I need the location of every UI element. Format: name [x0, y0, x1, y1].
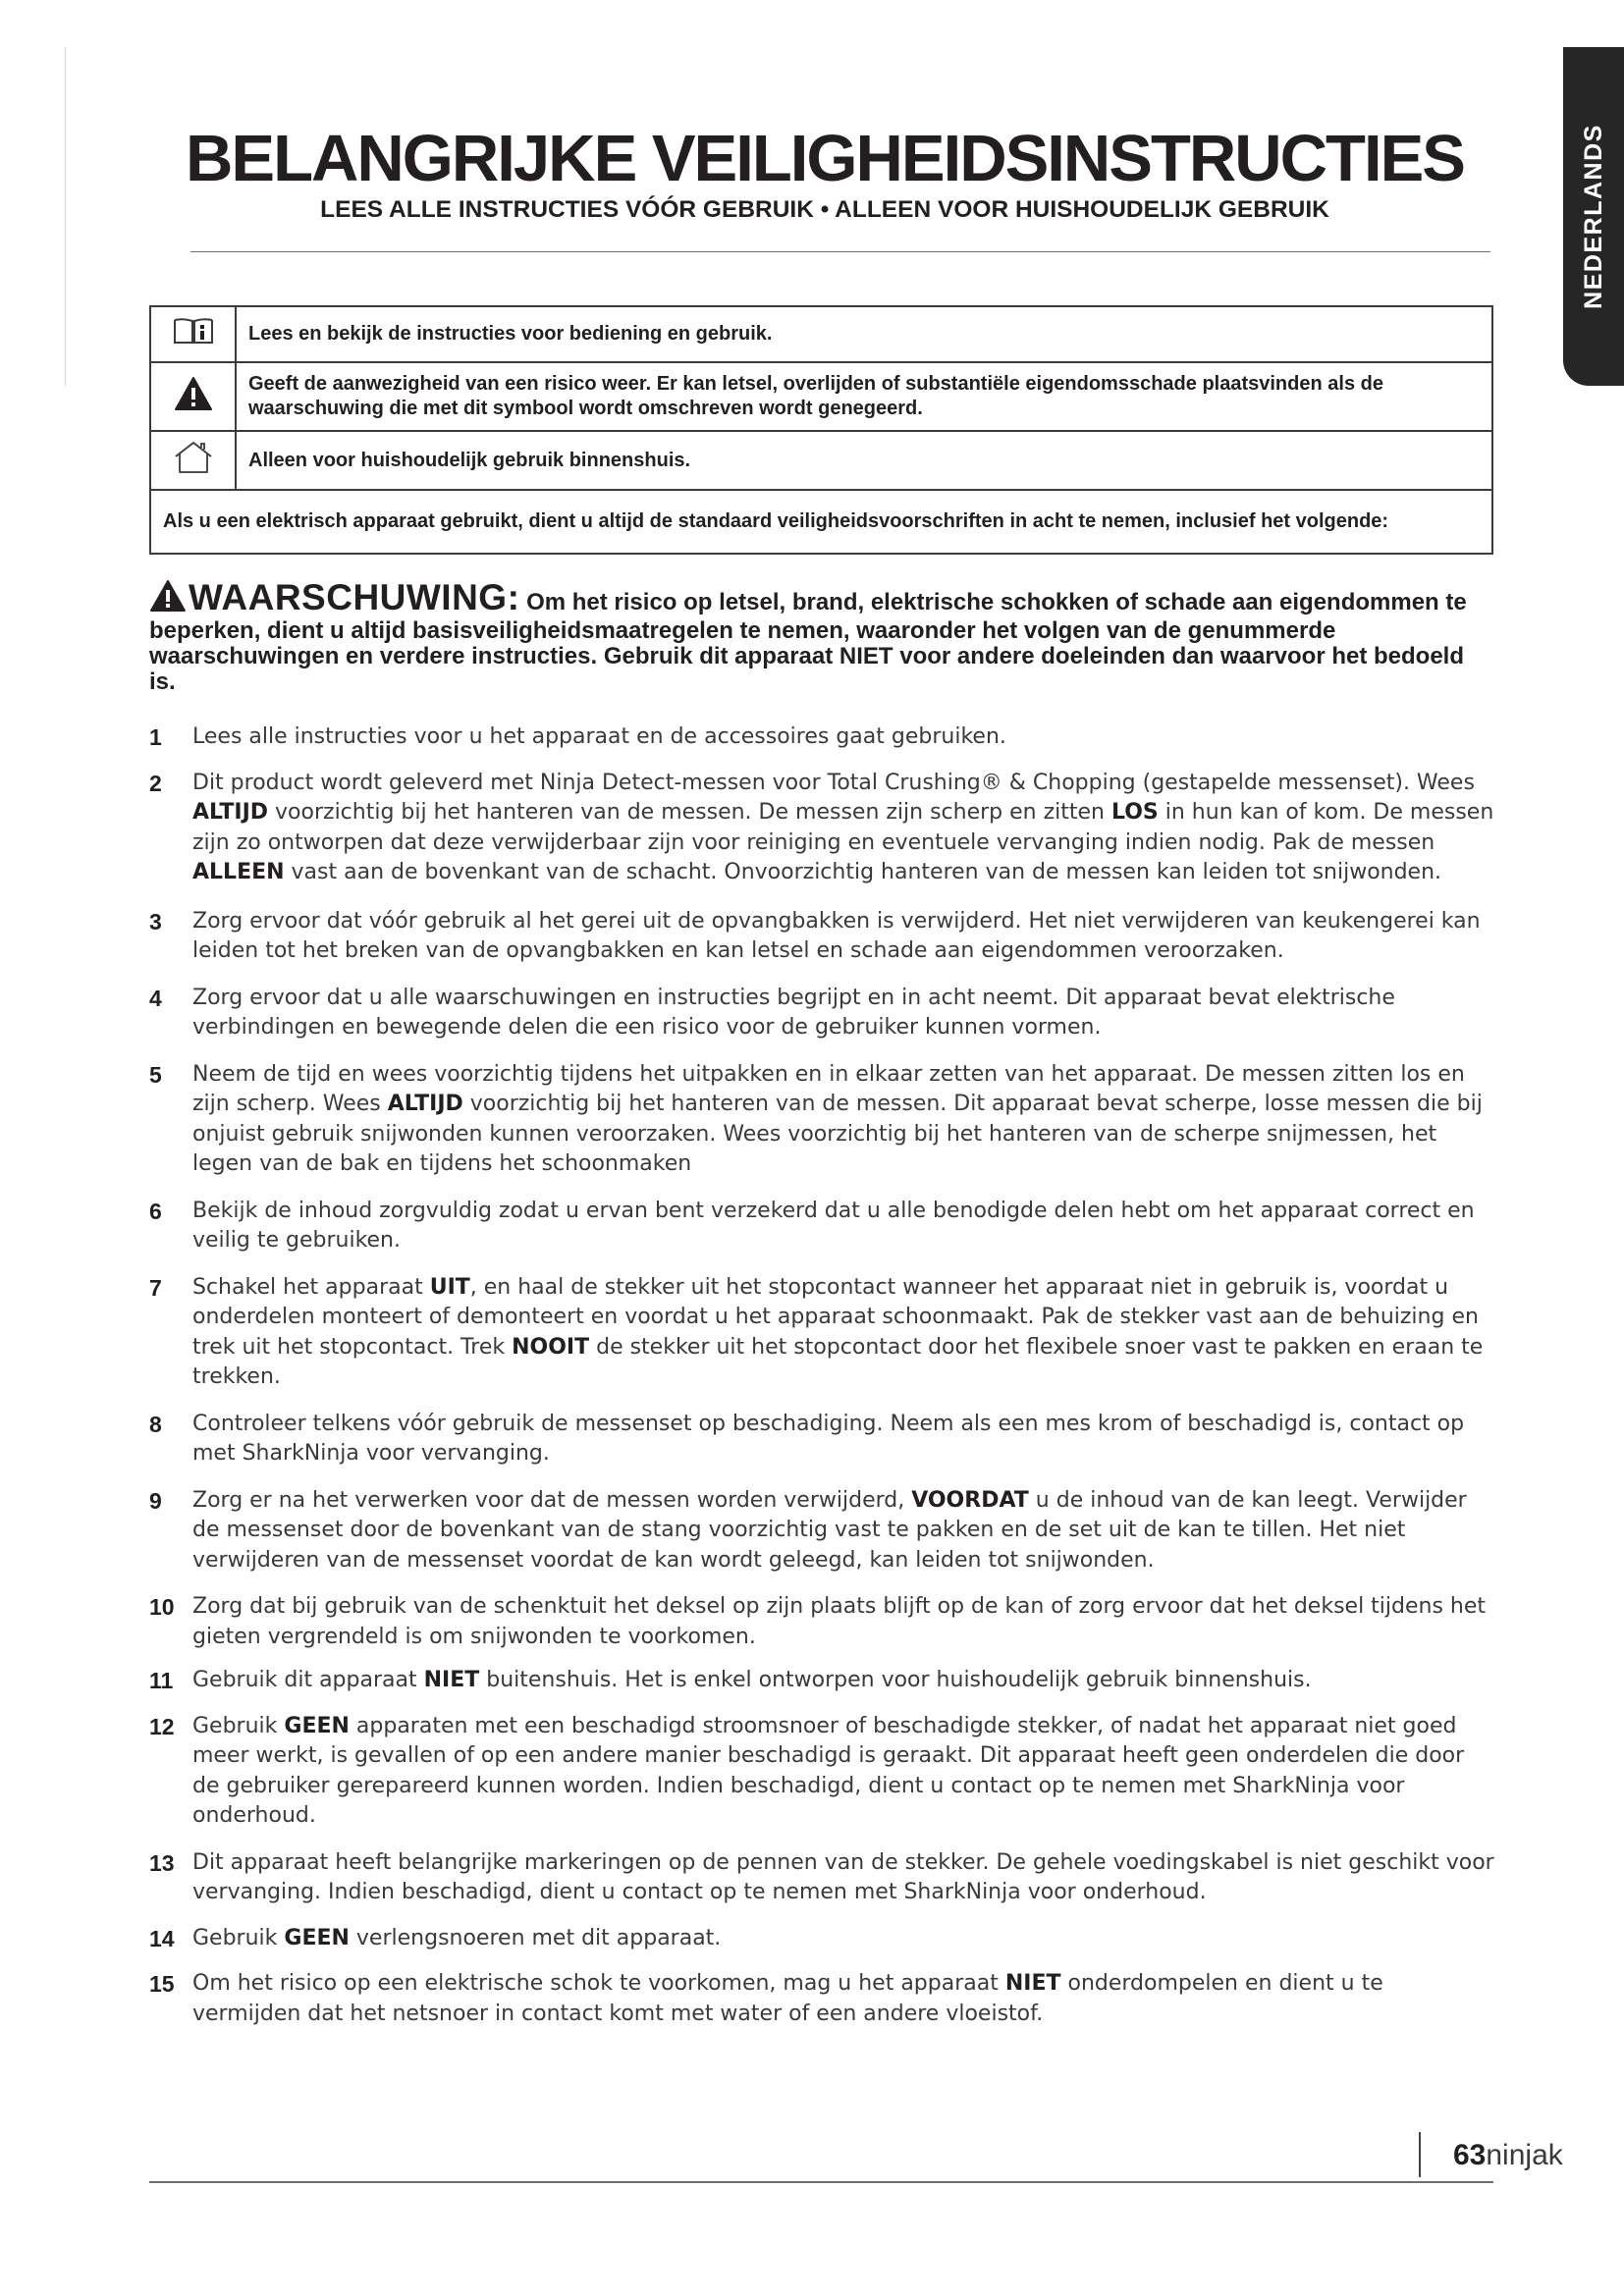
instruction-number: 9	[149, 1487, 162, 1514]
page-subtitle: LEES ALLE INSTRUCTIES VÓÓR GEBRUIK • ALLEEN VOOR HUISHOUDELIJK GEBRUIK	[320, 196, 1329, 223]
warning-block	[149, 579, 1496, 695]
instruction-emphasis: NOOIT	[512, 1334, 590, 1360]
symbol-legend-table	[149, 305, 1493, 555]
instruction-item	[149, 1060, 1496, 1180]
instruction-text: in hun kan of kom. De messen zijn zo ontworpen dat deze verwijderbaar zijn voor reiniging en eventuele vervanging indien nodig. Pak de messen	[192, 800, 1494, 855]
instruction-item	[149, 1924, 1496, 1954]
instruction-number: 5	[149, 1061, 162, 1088]
instruction-emphasis: NIET	[423, 1668, 480, 1692]
symbol-row	[150, 431, 1492, 490]
margin-rule	[65, 47, 66, 386]
instruction-emphasis: VOORDAT	[911, 1487, 1029, 1513]
instruction-text: Bekijk de inhoud zorgvuldig zodat u ervan bent verzekerd dat u alle benodigde delen hebt om het apparaat correct en veilig te gebruiken.	[192, 1198, 1475, 1253]
instruction-text: Dit product wordt geleverd met Ninja Detect-messen voor Total Crushing® & Chopping (gestapelde messenset). Wees	[192, 770, 1475, 795]
instruction-emphasis: NIET	[1004, 1971, 1061, 1996]
safety-instructions-list	[149, 722, 1496, 2029]
instruction-number: 10	[149, 1594, 175, 1620]
instruction-text: buitenshuis. Het is enkel ontworpen voor huishoudelijk gebruik binnenshuis.	[479, 1668, 1312, 1692]
instruction-number: 12	[149, 1713, 175, 1739]
instruction-text: Controleer telkens vóór gebruik de messenset op beschadiging. Neem als een mes krom of beschadigd is, contact op met SharkNinja voor vervanging.	[192, 1411, 1465, 1466]
page-title: BELANGRIJKE VEILIGHEIDSINSTRUCTIES	[186, 122, 1464, 195]
instruction-item	[149, 1848, 1496, 1908]
instruction-text: Zorg er na het verwerken voor dat de messen worden verwijderd,	[192, 1487, 912, 1513]
instruction-item	[149, 984, 1496, 1043]
instruction-number: 13	[149, 1849, 175, 1876]
instruction-item	[149, 1486, 1496, 1576]
warning-heading: WAARSCHUWING:	[189, 577, 520, 617]
page-footer	[1453, 2136, 1563, 2175]
instruction-text: , en haal de stekker uit het stopcontact wanneer het apparaat niet in gebruik is, voordat u onderdelen monteert of demonteert en voordat u het apparaat schoonmaakt. Pak de stekker vast aan de behuizing en trek uit het stopcontact. Trek	[192, 1274, 1479, 1360]
instruction-text: verlengsnoeren met dit apparaat.	[349, 1925, 722, 1950]
language-tab-label: NEDERLANDS	[1579, 124, 1607, 309]
instruction-emphasis: ALLEEN	[192, 860, 285, 884]
instruction-number: 14	[149, 1925, 175, 1951]
instruction-text: u de inhoud van de kan leegt. Verwijder de messenset door de bovenkant van de stang voorzichtig vast te pakken en de set uit de kan te tillen. Het niet verwijderen van de messenset voordat de kan wordt geleegd, kan leiden tot snijwonden.	[192, 1487, 1467, 1573]
instruction-text: Neem de tijd en wees voorzichtig tijdens het uitpakken en in elkaar zetten van het apparaat. De messen zitten los en zijn scherp. Wees	[192, 1061, 1465, 1116]
instruction-text: voorzichtig bij het hanteren van de messen. De messen zijn scherp en zitten	[268, 800, 1111, 825]
instruction-item	[149, 1592, 1496, 1652]
footer-separator	[1419, 2132, 1421, 2177]
instruction-item	[149, 1197, 1496, 1256]
instruction-text: vast aan de bovenkant van de schacht. Onvoorzichtig hanteren van de messen kan leiden tot snijwonden.	[284, 860, 1442, 884]
instruction-item	[149, 722, 1496, 753]
instruction-item	[149, 1410, 1496, 1469]
symbol-text: Lees en bekijk de instructies voor bediening en gebruik.	[236, 306, 1492, 362]
instruction-item	[149, 1273, 1496, 1393]
instruction-emphasis: LOS	[1110, 800, 1159, 825]
language-tab	[1563, 47, 1624, 386]
symbol-icon-cell	[150, 431, 236, 490]
instruction-number: 6	[149, 1198, 162, 1224]
instruction-emphasis: ALTIJD	[192, 800, 269, 825]
instruction-text: Gebruik	[192, 1713, 285, 1738]
intro-row	[150, 490, 1492, 554]
instruction-text: Om het risico op een elektrische schok te voorkomen, mag u het apparaat	[192, 1971, 1005, 1996]
instruction-text: onderdompelen en dient u te vermijden dat het netsnoer in contact komt met water of een andere vloeistof.	[192, 1971, 1383, 2026]
instruction-text: voorzichtig bij het hanteren van de messen. Dit apparaat bevat scherpe, losse messen die bij onjuist gebruik snijwonden kunnen veroorzaken. Wees voorzichtig bij het hanteren van de scherpe snijmessen, het legen van de bak en tijdens het schoonmaken	[192, 1092, 1483, 1176]
instruction-number: 11	[149, 1668, 174, 1693]
instruction-item	[149, 907, 1496, 967]
instruction-text: apparaten met een beschadigd stroomsnoer of beschadigde stekker, of nadat het apparaat niet goed meer werkt, is gevallen of op een andere manier beschadigd is geraakt. Dit apparaat heeft geen onderdelen die door de gebruiker gerepareerd kunnen worden. Indien beschadigd, dient u contact op te nemen met SharkNinja voor onderhoud.	[192, 1713, 1465, 1828]
instruction-number: 4	[149, 985, 162, 1011]
instruction-text: Zorg ervoor dat u alle waarschuwingen en instructies begrijpt en in acht neemt. Dit apparaat bevat elektrische verbindingen en bewegende delen die een risico voor de gebruiker kunnen vormen.	[192, 985, 1395, 1040]
instruction-item	[149, 1666, 1496, 1696]
symbol-row	[150, 362, 1492, 431]
instruction-emphasis: ALTIJD	[387, 1092, 463, 1116]
page-number: 63	[1453, 2139, 1487, 2171]
book-info-icon	[172, 329, 215, 350]
instruction-emphasis: GEEN	[284, 1925, 350, 1950]
instruction-text: de stekker uit het stopcontact door het flexibele snoer vast te pakken en eraan te trekken.	[192, 1334, 1484, 1389]
house-icon	[172, 458, 215, 480]
instruction-text: Schakel het apparaat	[192, 1274, 430, 1300]
footer-divider	[149, 2181, 1493, 2183]
instruction-number: 3	[149, 908, 162, 934]
instruction-text: Lees alle instructies voor u het apparaat en de accessoires gaat gebruiken.	[192, 724, 1006, 749]
warning-triangle-icon	[174, 395, 213, 416]
instruction-item	[149, 1969, 1496, 2029]
symbol-icon-cell	[150, 306, 236, 362]
instruction-number: 2	[149, 770, 162, 796]
instruction-text: Dit apparaat heeft belangrijke markeringen op de pennen van de stekker. De gehele voedingskabel is niet geschikt voor vervanging. Indien beschadigd, dient u contact op te nemen met SharkNinja voor onderhoud.	[192, 1849, 1494, 1904]
instruction-emphasis: GEEN	[284, 1713, 350, 1738]
symbol-text: Geeft de aanwezigheid van een risico weer. Er kan letsel, overlijden of substantiële eigendomsschade plaatsvinden als de waarschuwing die met dit symbool wordt omschreven wordt genegeerd.	[236, 362, 1492, 431]
instruction-number: 8	[149, 1411, 162, 1437]
instruction-number: 7	[149, 1274, 162, 1301]
intro-text: Als u een elektrisch apparaat gebruikt, dient u altijd de standaard veiligheidsvoorschriften in acht te nemen, inclusief het volgende:	[150, 490, 1492, 554]
warning-text: Om het risico op letsel, brand, elektrische schokken of schade aan eigendommen te beperken, dient u altijd basisveiligheidsmaatregelen te nemen, waaronder het volgen van de genummerde waarschuwingen en verdere instructies. Gebruik dit apparaat NIET voor andere doeleinden dan waarvoor het bedoeld is.	[149, 589, 1467, 695]
symbol-text: Alleen voor huishoudelijk gebruik binnenshuis.	[236, 431, 1492, 490]
instruction-text: Gebruik dit apparaat	[192, 1668, 424, 1692]
instruction-number: 1	[149, 724, 162, 750]
instruction-item	[149, 769, 1496, 888]
warning-triangle-icon	[149, 579, 187, 618]
title-divider	[190, 251, 1490, 252]
instruction-number: 15	[149, 1971, 175, 1997]
brand-label: ninjak	[1486, 2139, 1563, 2171]
instruction-text: Zorg ervoor dat vóór gebruik al het gerei uit de opvangbakken is verwijderd. Het niet verwijderen van keukengerei kan leiden tot het breken van de opvangbakken en kan letsel en schade aan eigendommen veroorzaken.	[192, 908, 1481, 963]
instruction-text: Gebruik	[192, 1925, 285, 1950]
instruction-emphasis: UIT	[429, 1274, 470, 1300]
symbol-row	[150, 306, 1492, 362]
instruction-item	[149, 1712, 1496, 1832]
symbol-icon-cell	[150, 362, 236, 431]
instruction-text: Zorg dat bij gebruik van de schenktuit het deksel op zijn plaats blijft op de kan of zorg ervoor dat het deksel tijdens het gieten vergrendeld is om snijwonden te voorkomen.	[192, 1594, 1487, 1649]
